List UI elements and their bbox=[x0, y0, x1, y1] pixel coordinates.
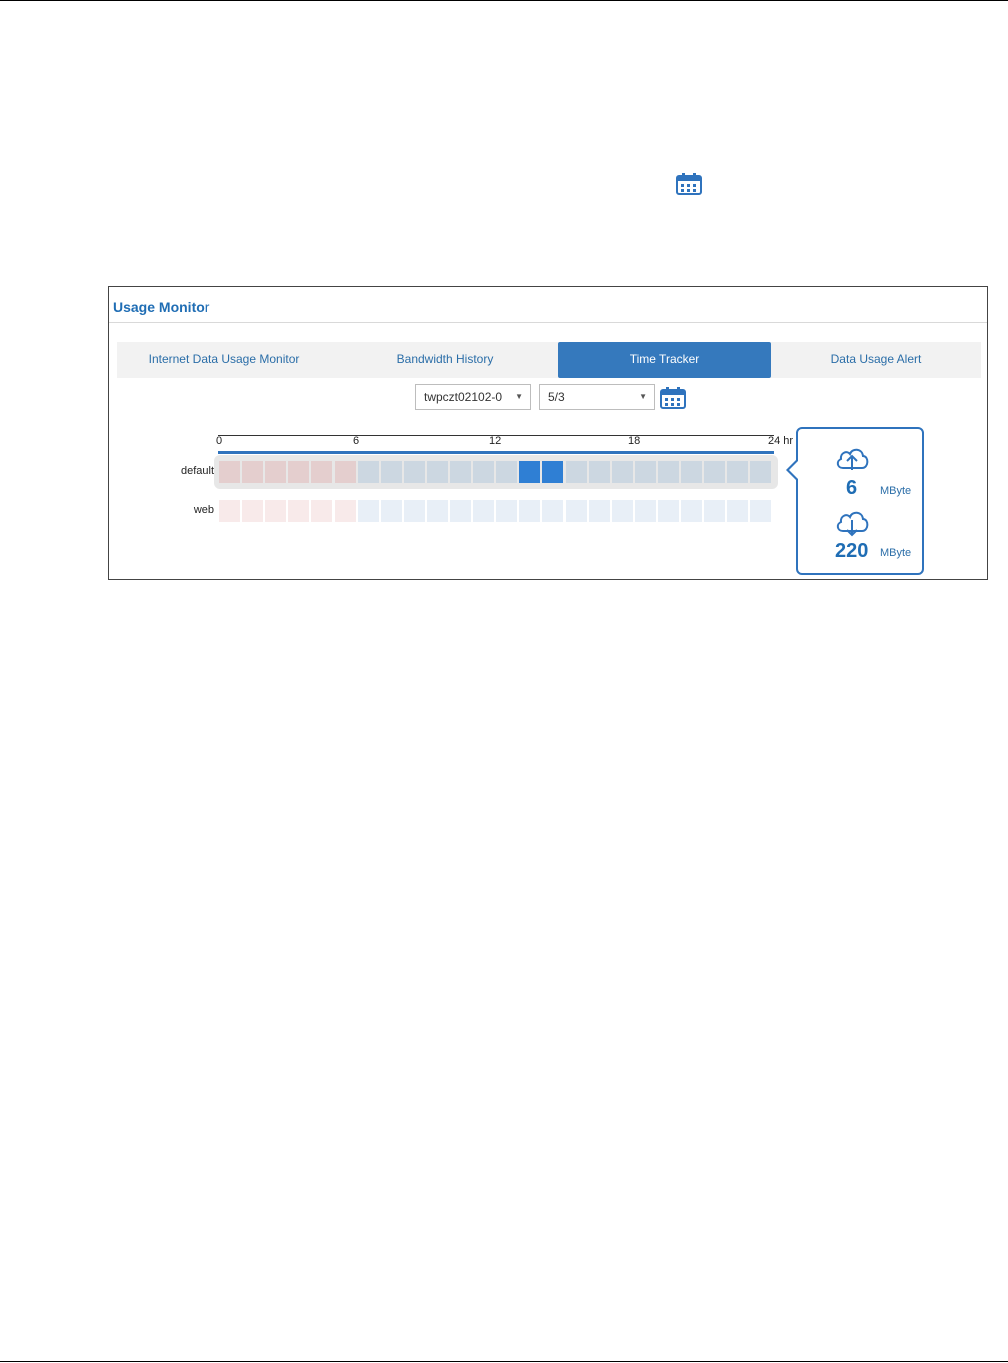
hour-cell[interactable] bbox=[496, 500, 517, 522]
top-rule bbox=[0, 0, 1008, 1]
usage-tooltip bbox=[796, 427, 924, 575]
hour-cell[interactable] bbox=[635, 461, 656, 483]
download-unit: MByte bbox=[880, 547, 912, 559]
hour-cell[interactable] bbox=[658, 461, 679, 483]
hour-cell[interactable] bbox=[335, 461, 356, 483]
row-label-default[interactable]: default bbox=[180, 465, 214, 477]
hour-cell[interactable] bbox=[635, 500, 656, 522]
hour-cell[interactable] bbox=[750, 500, 771, 522]
hour-cell[interactable] bbox=[566, 461, 587, 483]
panel-divider bbox=[109, 322, 987, 323]
upload-value: 6 bbox=[846, 477, 858, 499]
hour-cell[interactable] bbox=[519, 461, 540, 483]
device-select[interactable]: twpczt02102-0 ▼ bbox=[415, 384, 531, 410]
hour-cell[interactable] bbox=[450, 500, 471, 522]
hour-cell[interactable] bbox=[681, 500, 702, 522]
hour-cell[interactable] bbox=[219, 461, 240, 483]
calendar-icon bbox=[676, 173, 702, 195]
hour-cell[interactable] bbox=[658, 500, 679, 522]
hour-cell[interactable] bbox=[288, 500, 309, 522]
hour-cell[interactable] bbox=[311, 461, 332, 483]
tick-label-6: 6 bbox=[353, 435, 360, 447]
hour-cell[interactable] bbox=[612, 500, 633, 522]
hour-cell[interactable] bbox=[473, 461, 494, 483]
tab-time-tracker[interactable]: Time Tracker bbox=[558, 342, 771, 378]
tab-bar bbox=[117, 342, 981, 378]
hour-cell[interactable] bbox=[242, 461, 263, 483]
cloud-download-icon bbox=[834, 509, 870, 542]
hour-cell[interactable] bbox=[473, 500, 494, 522]
row-label-web[interactable]: web bbox=[193, 504, 214, 516]
hour-cell[interactable] bbox=[335, 500, 356, 522]
hour-cell[interactable] bbox=[427, 500, 448, 522]
hour-cell[interactable] bbox=[404, 461, 425, 483]
time-axis-bar bbox=[218, 451, 774, 454]
tab-data-usage-alert[interactable]: Data Usage Alert bbox=[830, 352, 922, 366]
hour-cell[interactable] bbox=[311, 500, 332, 522]
tick-label-0: 0 bbox=[216, 435, 223, 447]
hour-cell[interactable] bbox=[750, 461, 771, 483]
hour-cell[interactable] bbox=[704, 461, 725, 483]
tick-label-24: 24 hr bbox=[768, 435, 794, 447]
hour-cell[interactable] bbox=[542, 461, 563, 483]
hour-cell[interactable] bbox=[358, 461, 379, 483]
hour-cell[interactable] bbox=[519, 500, 540, 522]
hour-cell[interactable] bbox=[727, 500, 748, 522]
hour-cell[interactable] bbox=[427, 461, 448, 483]
hour-cell[interactable] bbox=[219, 500, 240, 522]
tick-label-18: 18 bbox=[628, 435, 641, 447]
hour-cell[interactable] bbox=[704, 500, 725, 522]
hour-cell[interactable] bbox=[612, 461, 633, 483]
hour-cell[interactable] bbox=[496, 461, 517, 483]
hour-cell[interactable] bbox=[450, 461, 471, 483]
hour-cell[interactable] bbox=[265, 461, 286, 483]
hour-cell[interactable] bbox=[242, 500, 263, 522]
hour-cell[interactable] bbox=[381, 500, 402, 522]
upload-unit: MByte bbox=[880, 485, 912, 497]
hour-cell[interactable] bbox=[589, 461, 610, 483]
hour-cell[interactable] bbox=[542, 500, 563, 522]
panel-title: Usage Monitor bbox=[113, 299, 210, 315]
hour-cell[interactable] bbox=[358, 500, 379, 522]
tick-label-12: 12 bbox=[489, 435, 502, 447]
hour-cell[interactable] bbox=[566, 500, 587, 522]
tab-bandwidth-history[interactable]: Bandwidth History bbox=[396, 352, 494, 366]
hour-cell[interactable] bbox=[288, 461, 309, 483]
hour-cell[interactable] bbox=[727, 461, 748, 483]
hour-cell[interactable] bbox=[589, 500, 610, 522]
hour-cell[interactable] bbox=[681, 461, 702, 483]
download-value: 220 bbox=[835, 540, 869, 562]
hour-cell[interactable] bbox=[404, 500, 425, 522]
cloud-upload-icon bbox=[834, 444, 870, 477]
hour-cell[interactable] bbox=[381, 461, 402, 483]
hour-cell[interactable] bbox=[265, 500, 286, 522]
calendar-icon[interactable] bbox=[660, 387, 686, 409]
date-select[interactable]: 5/3 ▼ bbox=[539, 384, 655, 410]
bottom-rule bbox=[0, 1361, 1008, 1362]
usage-monitor-panel bbox=[108, 286, 988, 580]
tab-internet-data-usage-monitor[interactable]: Internet Data Usage Monitor bbox=[148, 352, 300, 366]
